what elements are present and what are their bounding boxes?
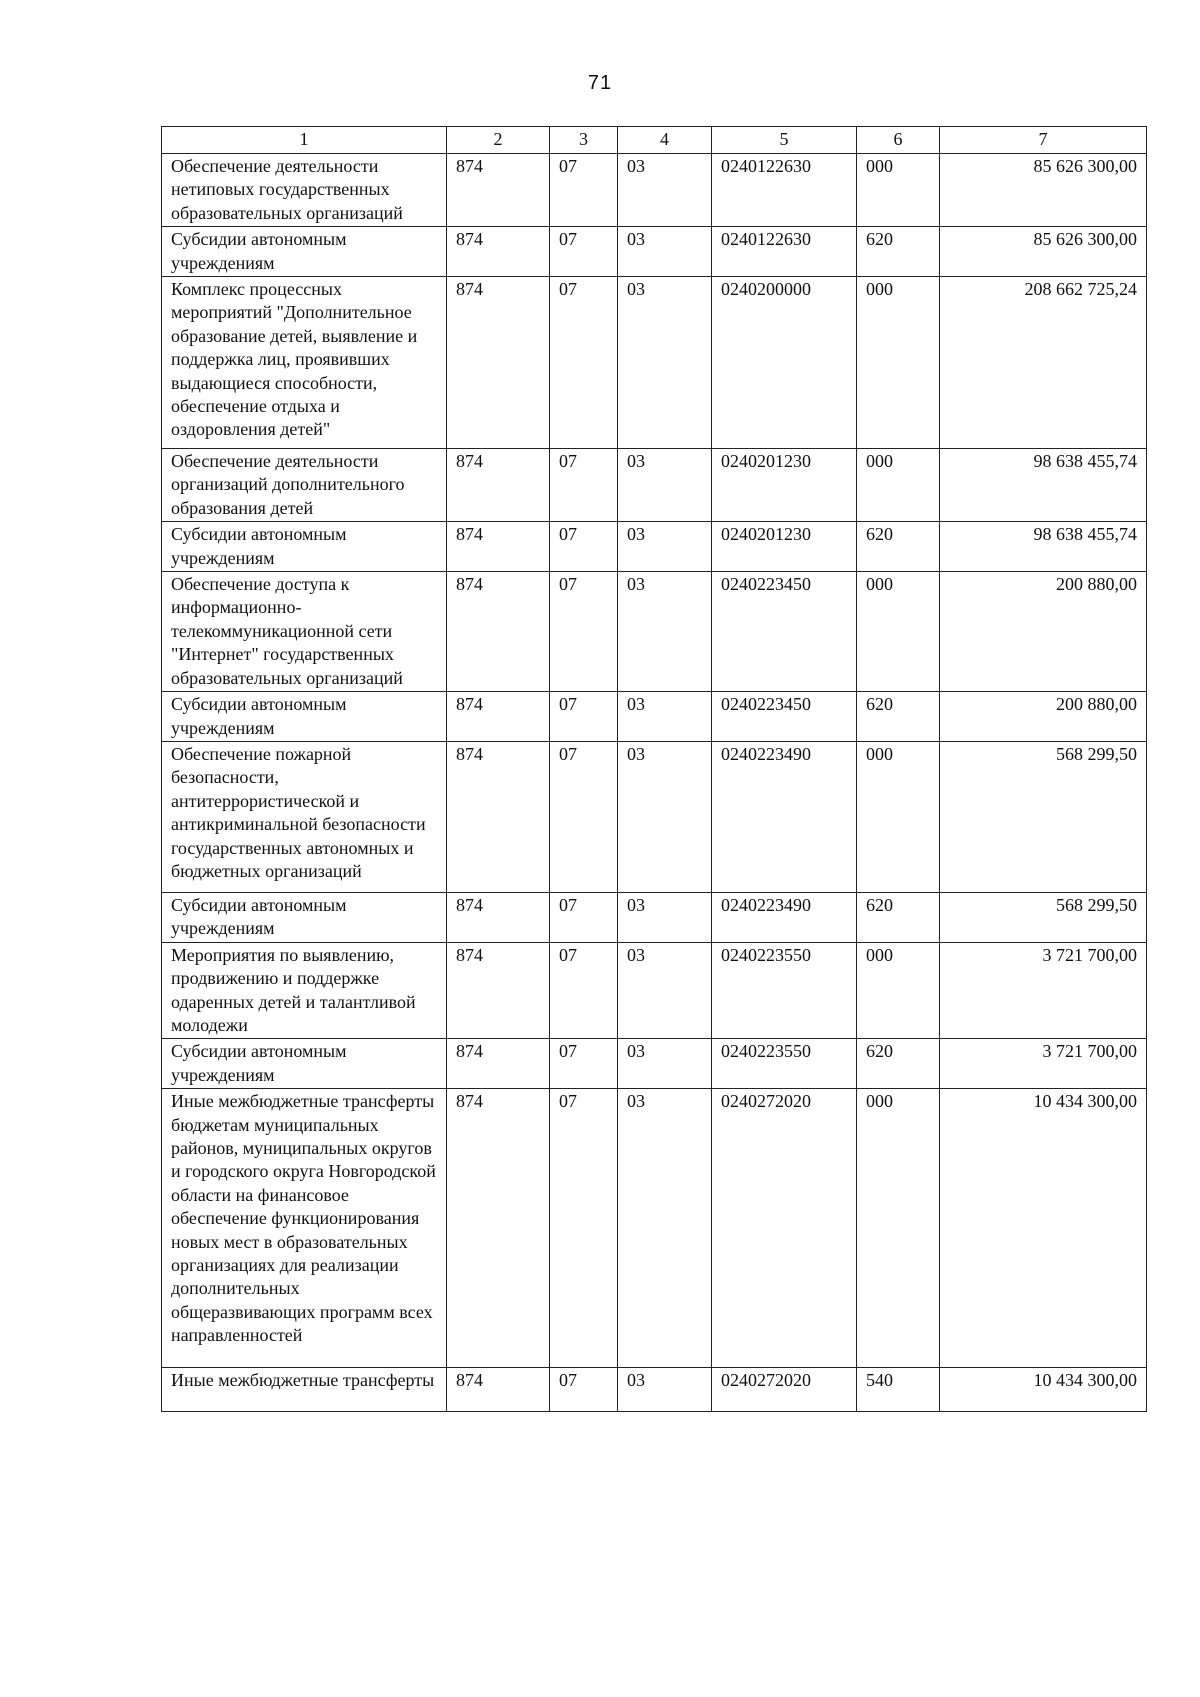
column-header-3: 3 [550,127,618,154]
table-row [162,692,1147,742]
cell-amount: 85 626 300,00 [940,154,1147,227]
cell-col-3: 07 [550,1039,618,1089]
cell-col-3: 07 [550,892,618,942]
cell-name: Обеспечение деятельности организаций дополнительного образования детей [162,449,447,522]
cell-col-6: 620 [857,227,940,277]
cell-col-5: 0240200000 [712,277,857,449]
cell-col-6: 620 [857,522,940,572]
table-header [162,127,1147,154]
cell-amount: 10 434 300,00 [940,1089,1147,1368]
cell-amount: 200 880,00 [940,692,1147,742]
column-header-5: 5 [712,127,857,154]
cell-col-2: 874 [447,892,550,942]
cell-col-5: 0240122630 [712,154,857,227]
cell-col-5: 0240201230 [712,449,857,522]
cell-col-2: 874 [447,741,550,892]
header-row [162,127,1147,154]
cell-name: Субсидии автономным учреждениям [162,522,447,572]
cell-col-6: 000 [857,572,940,692]
cell-name: Субсидии автономным учреждениям [162,227,447,277]
cell-col-2: 874 [447,277,550,449]
cell-col-3: 07 [550,741,618,892]
cell-amount: 200 880,00 [940,572,1147,692]
cell-name: Обеспечение пожарной безопасности, антитеррористической и антикриминальной безопасности государственных автономных и бюджетных организаций [162,741,447,892]
page-number: 71 [587,72,613,94]
cell-col-2: 874 [447,1089,550,1368]
table-row [162,1089,1147,1368]
cell-col-3: 07 [550,942,618,1039]
table-row [162,522,1147,572]
cell-col-4: 03 [618,741,712,892]
cell-name: Обеспечение деятельности нетиповых государственных образовательных организаций [162,154,447,227]
cell-name: Обеспечение доступа к информационно-телекоммуникационной сети "Интернет" государственных образовательных организаций [162,572,447,692]
cell-col-6: 000 [857,741,940,892]
cell-col-3: 07 [550,227,618,277]
cell-amount: 208 662 725,24 [940,277,1147,449]
cell-col-6: 620 [857,892,940,942]
cell-name: Мероприятия по выявлению, продвижению и поддержке одаренных детей и талантливой молодежи [162,942,447,1039]
cell-name: Иные межбюджетные трансферты [162,1368,447,1412]
cell-col-6: 620 [857,692,940,742]
cell-col-4: 03 [618,449,712,522]
column-header-1: 1 [162,127,447,154]
cell-name: Иные межбюджетные трансферты бюджетам муниципальных районов, муниципальных округов и городского округа Новгородской области на финансовое обеспечение функционирования новых мест в образовательных организациях для реализации дополнительных общеразвивающих программ всех направленностей [162,1089,447,1368]
cell-col-2: 874 [447,572,550,692]
cell-name: Субсидии автономным учреждениям [162,1039,447,1089]
table-row [162,942,1147,1039]
cell-col-6: 000 [857,942,940,1039]
cell-col-2: 874 [447,154,550,227]
table-row [162,1039,1147,1089]
cell-amount: 568 299,50 [940,741,1147,892]
cell-col-5: 0240272020 [712,1368,857,1412]
cell-col-4: 03 [618,277,712,449]
budget-table [161,126,1147,1412]
cell-col-6: 620 [857,1039,940,1089]
cell-col-5: 0240223450 [712,572,857,692]
cell-col-3: 07 [550,692,618,742]
cell-amount: 568 299,50 [940,892,1147,942]
table-row [162,572,1147,692]
cell-name: Комплекс процессных мероприятий "Дополнительное образование детей, выявление и поддержка лиц, проявивших выдающиеся способности, обеспечение отдыха и оздоровления детей" [162,277,447,449]
cell-col-5: 0240272020 [712,1089,857,1368]
cell-col-6: 000 [857,449,940,522]
cell-col-2: 874 [447,692,550,742]
table-row [162,892,1147,942]
cell-amount: 3 721 700,00 [940,942,1147,1039]
cell-col-4: 03 [618,572,712,692]
table-row [162,1368,1147,1412]
cell-amount: 85 626 300,00 [940,227,1147,277]
cell-col-5: 0240223490 [712,892,857,942]
cell-col-5: 0240223490 [712,741,857,892]
cell-col-4: 03 [618,1089,712,1368]
cell-amount: 98 638 455,74 [940,522,1147,572]
cell-col-3: 07 [550,1368,618,1412]
cell-col-4: 03 [618,522,712,572]
cell-name: Субсидии автономным учреждениям [162,892,447,942]
cell-col-3: 07 [550,1089,618,1368]
cell-amount: 10 434 300,00 [940,1368,1147,1412]
cell-col-2: 874 [447,942,550,1039]
cell-col-3: 07 [550,522,618,572]
cell-col-6: 000 [857,277,940,449]
cell-col-5: 0240223550 [712,942,857,1039]
cell-col-3: 07 [550,154,618,227]
table-row [162,741,1147,892]
cell-col-6: 540 [857,1368,940,1412]
column-header-7: 7 [940,127,1147,154]
cell-col-2: 874 [447,1368,550,1412]
cell-col-5: 0240223450 [712,692,857,742]
cell-col-5: 0240201230 [712,522,857,572]
table-row [162,449,1147,522]
table-row [162,277,1147,449]
cell-amount: 98 638 455,74 [940,449,1147,522]
column-header-2: 2 [447,127,550,154]
cell-col-6: 000 [857,1089,940,1368]
cell-col-2: 874 [447,1039,550,1089]
cell-col-2: 874 [447,449,550,522]
cell-col-5: 0240223550 [712,1039,857,1089]
cell-col-4: 03 [618,692,712,742]
cell-col-4: 03 [618,227,712,277]
cell-col-2: 874 [447,227,550,277]
cell-col-4: 03 [618,942,712,1039]
cell-col-4: 03 [618,154,712,227]
cell-col-4: 03 [618,892,712,942]
cell-col-3: 07 [550,449,618,522]
cell-name: Субсидии автономным учреждениям [162,692,447,742]
cell-col-6: 000 [857,154,940,227]
table-body [162,154,1147,1412]
cell-col-5: 0240122630 [712,227,857,277]
table-row [162,227,1147,277]
column-header-6: 6 [857,127,940,154]
cell-col-3: 07 [550,277,618,449]
table-row [162,154,1147,227]
cell-col-3: 07 [550,572,618,692]
cell-col-4: 03 [618,1368,712,1412]
cell-amount: 3 721 700,00 [940,1039,1147,1089]
column-header-4: 4 [618,127,712,154]
cell-col-4: 03 [618,1039,712,1089]
cell-col-2: 874 [447,522,550,572]
